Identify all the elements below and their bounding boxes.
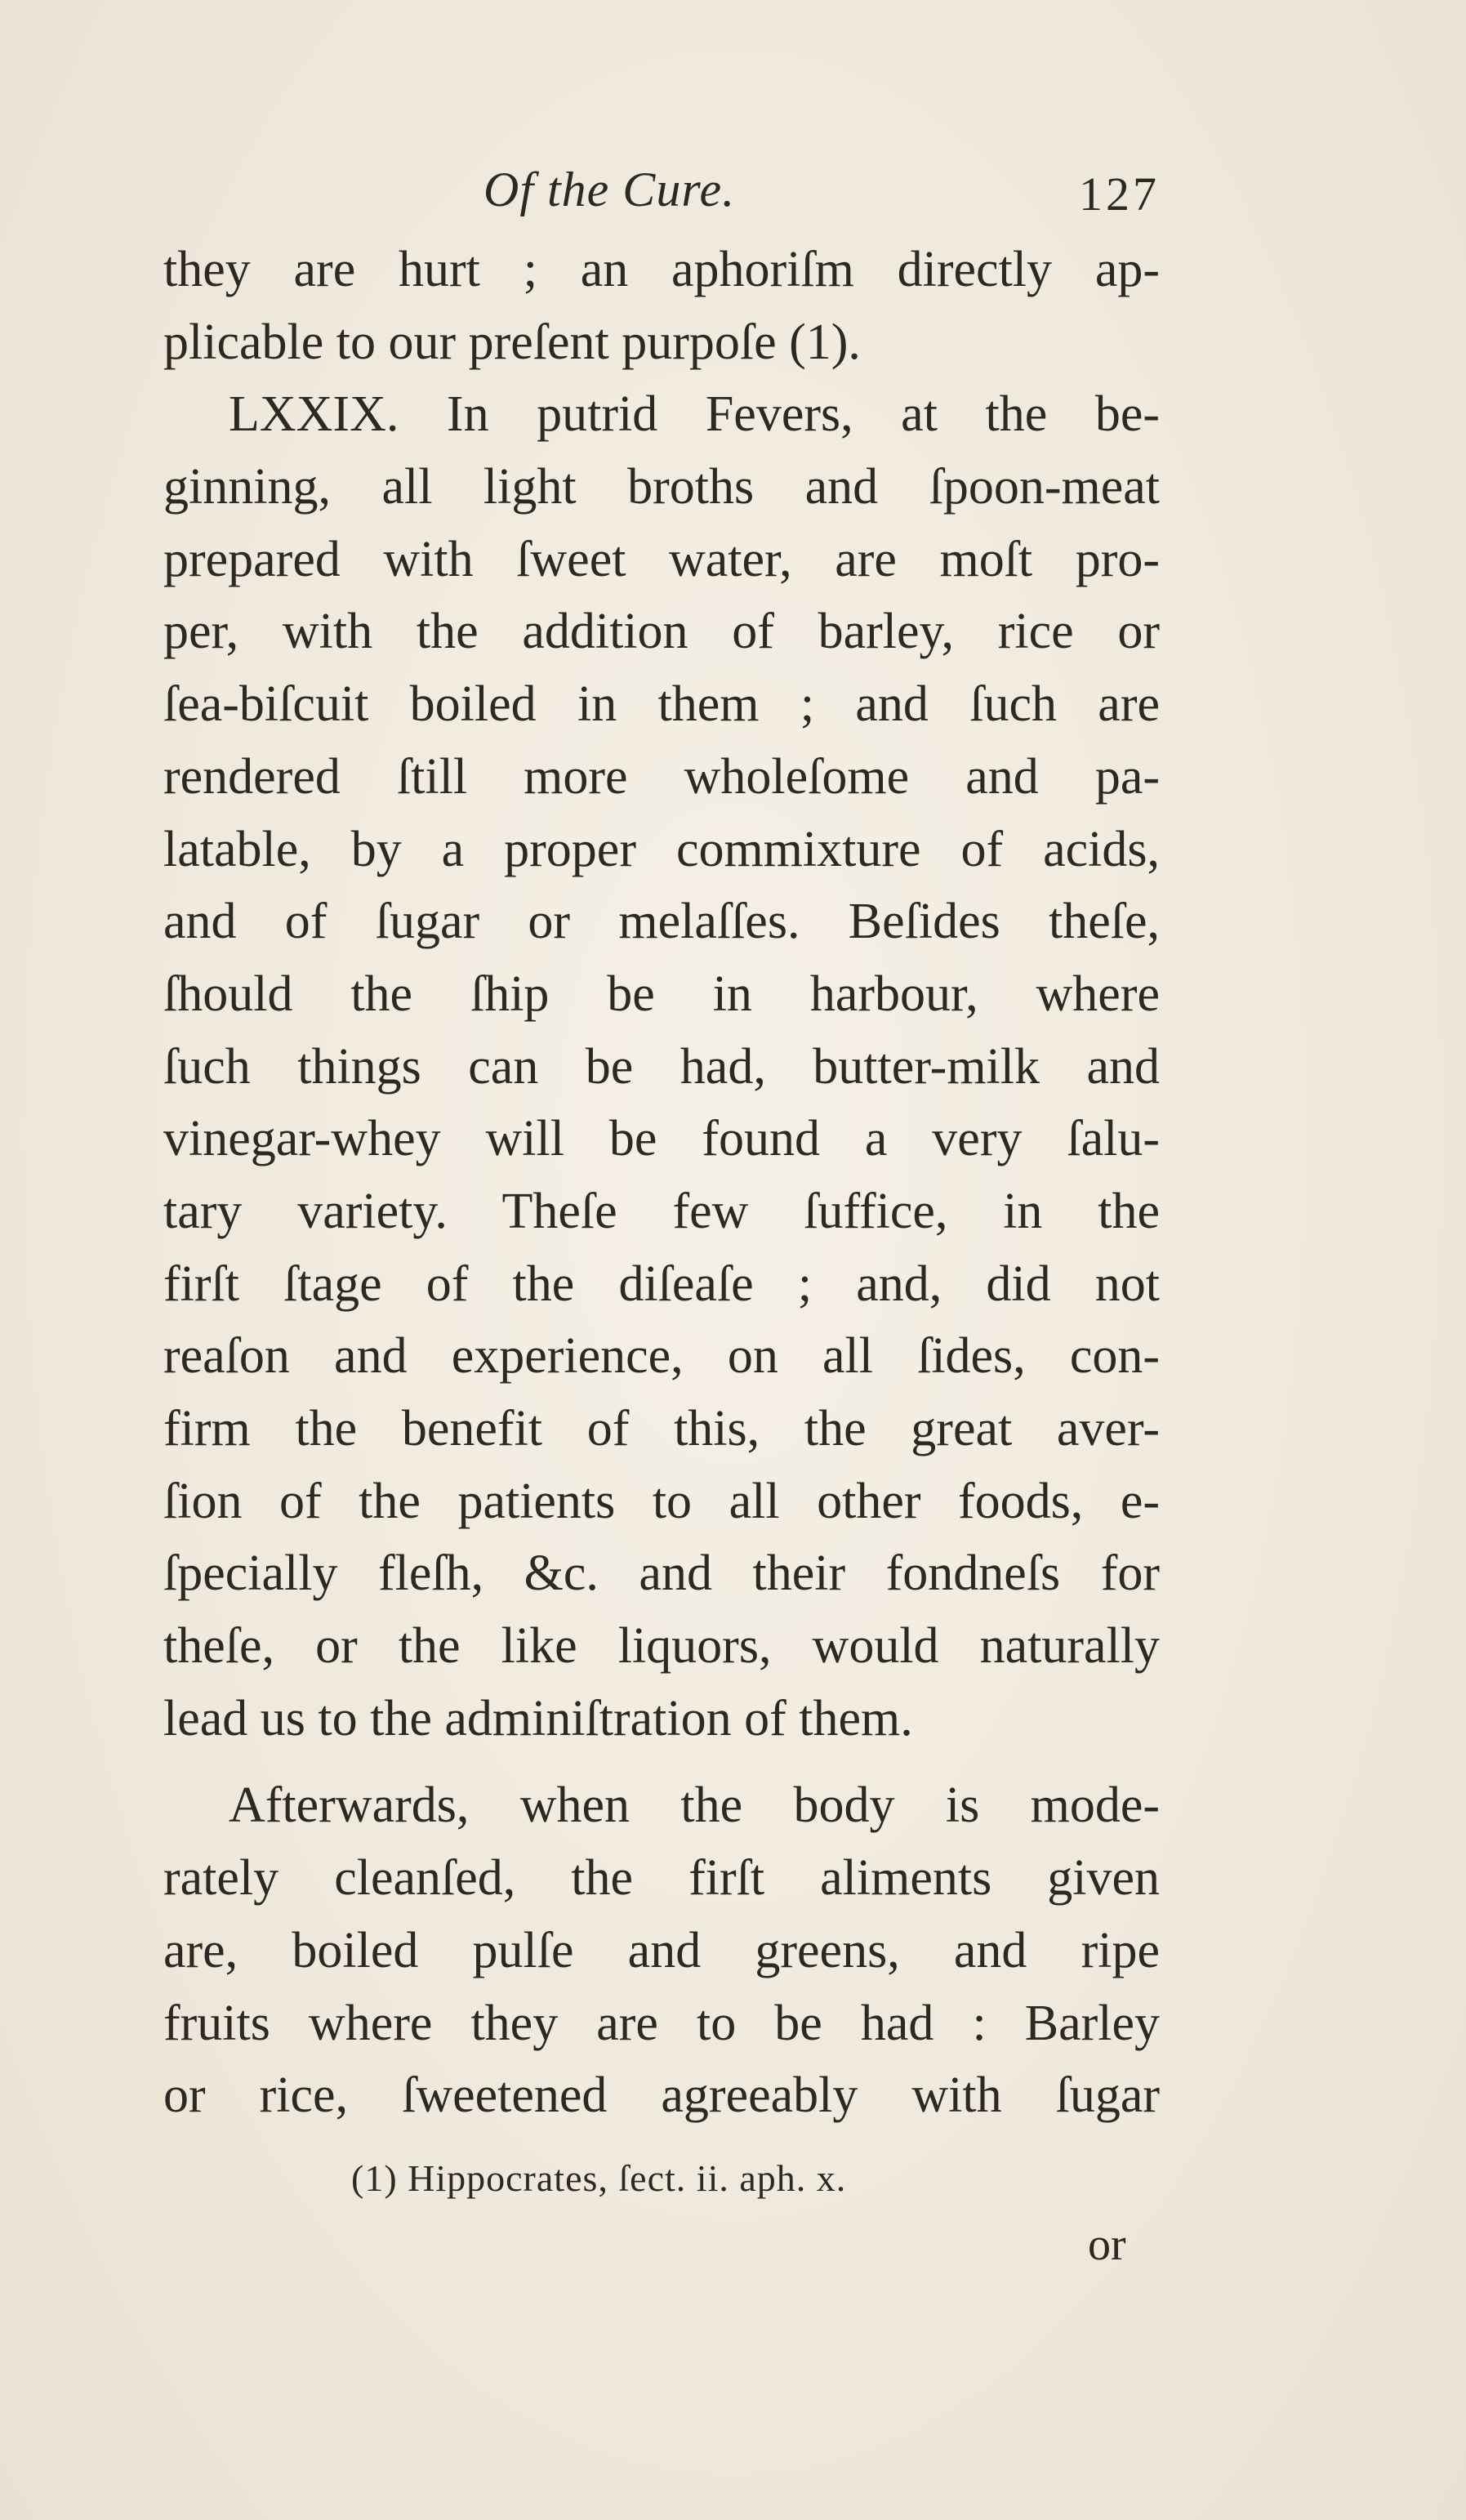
text-line: firm the benefit of this, the great aver- xyxy=(163,1401,1160,1456)
text-line: theſe, or the like liquors, would naturally xyxy=(163,1618,1160,1675)
text-line: Afterwards, when the body is mode- xyxy=(229,1777,1160,1834)
text-line: ginning, all light broths and ſpoon-meat xyxy=(163,459,1160,515)
text-line: ſion of the patients to all other foods, e- xyxy=(163,1473,1160,1529)
text-line: and of ſugar or melaſſes. Beſides theſe, xyxy=(163,894,1160,950)
text-line: fruits where they are to be had : Barley xyxy=(163,1995,1160,2051)
text-line: prepared with ſweet water, are moſt pro- xyxy=(163,531,1160,587)
page-header xyxy=(163,162,1160,227)
text-line: ſea-biſcuit boiled in them ; and ſuch are xyxy=(163,676,1160,733)
text-line: rately cleanſed, the firſt aliments given xyxy=(163,1850,1160,1907)
text-line: plicable to our preſent purpoſe (1). xyxy=(163,314,861,370)
text-line: reaſon and experience, on all ſides, con- xyxy=(163,1328,1160,1385)
text-line: ſpecially fleſh, &c. and their fondneſs for xyxy=(163,1545,1160,1602)
text-line: vinegar-whey will be found a very ſalu- xyxy=(163,1111,1160,1167)
text-line: rendered ſtill more wholeſome and pa- xyxy=(163,748,1160,805)
running-head: Of the Cure. xyxy=(483,163,736,216)
text-line: are, boiled pulſe and greens, and ripe xyxy=(163,1922,1160,1978)
text-line: ſhould the ſhip be in harbour, where xyxy=(163,966,1160,1022)
text-line: LXXIX. In putrid Fevers, at the be- xyxy=(229,386,1160,443)
body-text xyxy=(163,234,1160,2132)
text-line: tary variety. Theſe few ſuffice, in the xyxy=(163,1183,1160,1239)
text-line: ſuch things can be had, butter-milk and xyxy=(163,1038,1160,1095)
text-line: latable, by a proper commixture of acids, xyxy=(163,821,1160,877)
text-line: firſt ſtage of the diſeaſe ; and, did not xyxy=(163,1256,1160,1312)
text-line: lead us to the adminiſtration of them. xyxy=(163,1690,913,1746)
page-number: 127 xyxy=(1079,167,1160,221)
text-line: per, with the addition of barley, rice or xyxy=(163,604,1160,660)
paragraph-gap xyxy=(163,1755,1160,1769)
text-line: they are hurt ; an aphoriſm directly ap- xyxy=(163,242,1160,297)
text-line: or rice, ſweetened agreeably with ſugar xyxy=(163,2067,1160,2124)
catchword: or xyxy=(1088,2219,1126,2270)
footnote: (1) Hippocrates, ſect. ii. aph. x. xyxy=(351,2157,847,2199)
